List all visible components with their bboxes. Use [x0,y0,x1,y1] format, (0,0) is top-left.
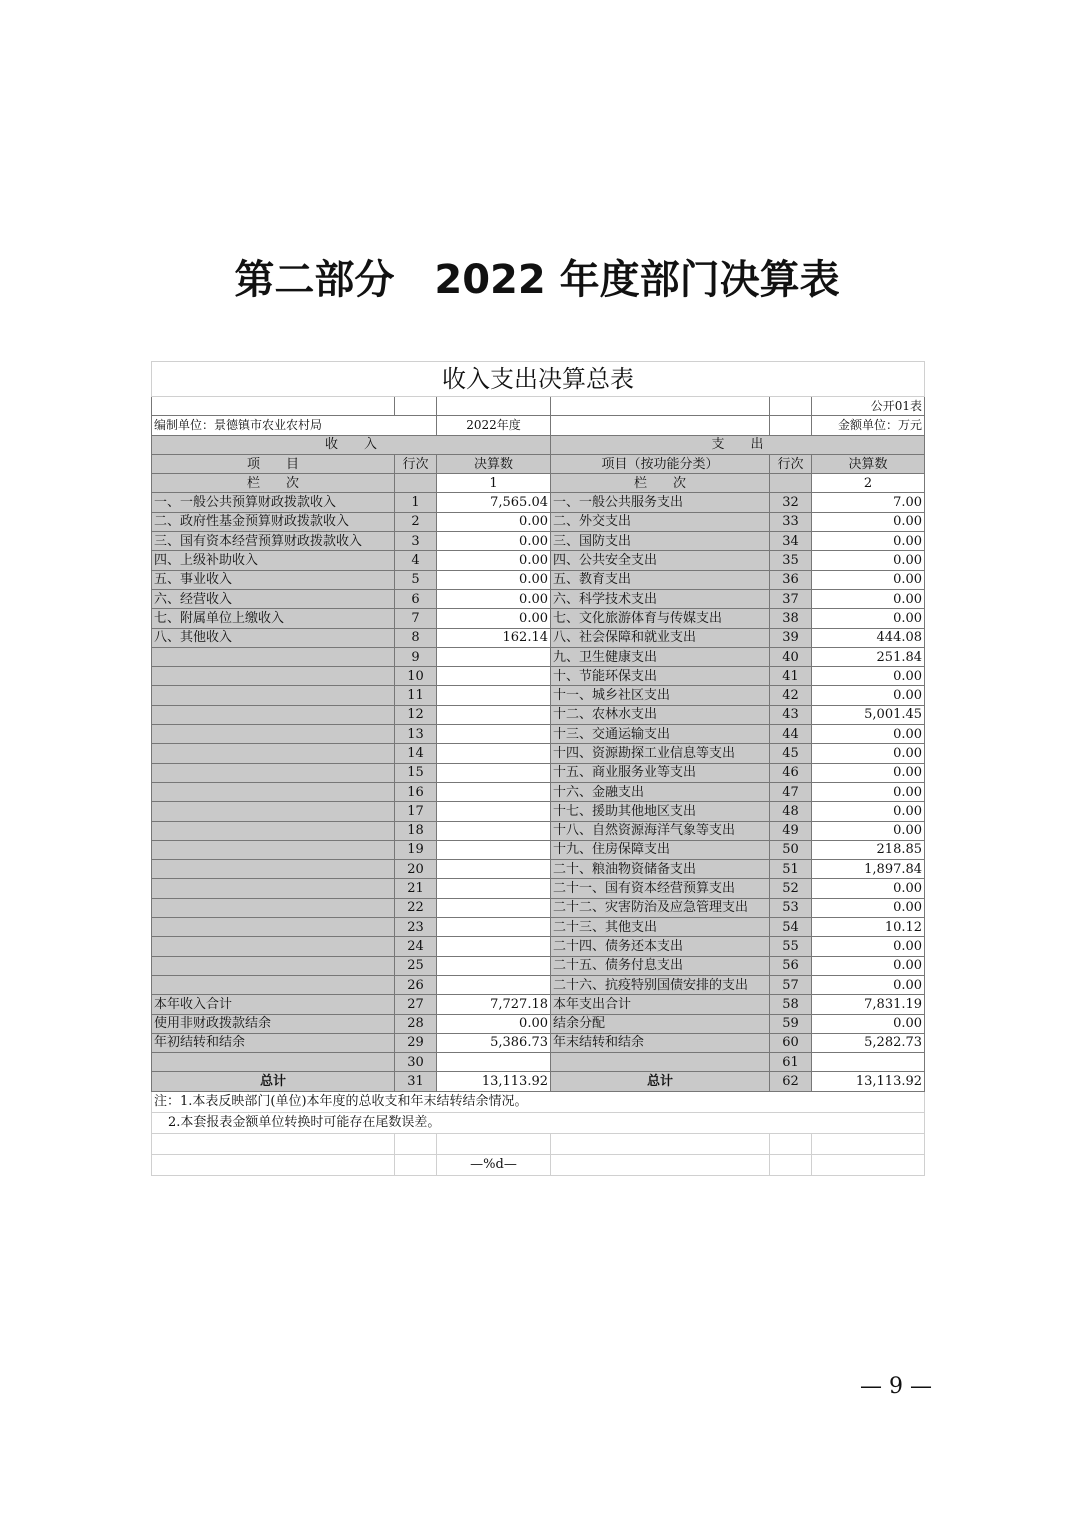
expense-amount: 7,831.19 [812,995,925,1014]
income-row-number: 27 [395,995,437,1014]
expense-item: 二十三、其他支出 [551,918,770,937]
lanci-income: 1 [437,474,551,493]
form-code: 公开01表 [812,397,925,416]
expense-item: 十五、商业服务业等支出 [551,763,770,782]
expense-row-number: 47 [770,782,812,801]
income-amount [437,840,551,859]
income-total-label: 总计 [152,1072,395,1091]
expense-row-number: 58 [770,995,812,1014]
expense-item: 十九、住房保障支出 [551,840,770,859]
income-item [152,975,395,994]
income-item [152,725,395,744]
income-amount [437,879,551,898]
table-row [152,686,925,705]
table-row [152,1053,925,1072]
income-row-number: 15 [395,763,437,782]
income-amount: 0.00 [437,589,551,608]
expense-item: 结余分配 [551,1014,770,1033]
col-item: 项 目 [152,454,395,473]
income-row-number: 14 [395,744,437,763]
expense-header: 支 出 [551,435,925,454]
expense-item: 二十六、抗疫特别国债安排的支出 [551,975,770,994]
expense-amount: 0.00 [812,570,925,589]
table-row [152,512,925,531]
expense-amount: 0.00 [812,879,925,898]
expense-item: 二十、粮油物资储备支出 [551,860,770,879]
income-item [152,956,395,975]
expense-row-number: 52 [770,879,812,898]
income-amount: 0.00 [437,570,551,589]
expense-amount: 0.00 [812,898,925,917]
unit-label: 编制单位：景德镇市农业农村局 [152,416,437,435]
expense-amount: 0.00 [812,802,925,821]
col-amount2: 决算数 [812,454,925,473]
expense-row-number: 54 [770,918,812,937]
income-row-number: 12 [395,705,437,724]
income-row-number: 9 [395,647,437,666]
table-row [152,628,925,647]
income-row-number: 11 [395,686,437,705]
expense-item: 二十五、债务付息支出 [551,956,770,975]
income-item: 年初结转和结余 [152,1033,395,1052]
expense-amount: 7.00 [812,493,925,512]
income-item [152,1053,395,1072]
income-row-number: 25 [395,956,437,975]
expense-amount: 0.00 [812,744,925,763]
income-row-number: 30 [395,1053,437,1072]
income-item: 本年收入合计 [152,995,395,1014]
expense-amount: 0.00 [812,763,925,782]
expense-row-number: 56 [770,956,812,975]
expense-item: 二十二、灾害防治及应急管理支出 [551,898,770,917]
expense-item: 五、教育支出 [551,570,770,589]
expense-row-number: 34 [770,532,812,551]
income-row-number: 8 [395,628,437,647]
expense-item: 七、文化旅游体育与传媒支出 [551,609,770,628]
income-amount: 0.00 [437,512,551,531]
income-amount: 162.14 [437,628,551,647]
expense-item: 二十四、债务还本支出 [551,937,770,956]
expense-item: 十六、金融支出 [551,782,770,801]
expense-row-number: 38 [770,609,812,628]
expense-row-number: 39 [770,628,812,647]
table-body [152,362,925,1176]
income-amount [437,647,551,666]
income-row-number: 26 [395,975,437,994]
part-heading-right: 2022 年度部门决算表 [434,257,840,303]
income-item [152,840,395,859]
expense-row-number: 36 [770,570,812,589]
income-row-number: 28 [395,1014,437,1033]
expense-amount [812,1053,925,1072]
income-amount [437,705,551,724]
expense-amount: 0.00 [812,512,925,531]
footer-mark: —%d— [437,1154,551,1175]
income-item [152,860,395,879]
income-amount [437,782,551,801]
income-row-number: 10 [395,667,437,686]
expense-item: 本年支出合计 [551,995,770,1014]
expense-total-amount: 13,113.92 [812,1072,925,1091]
expense-row-number: 48 [770,802,812,821]
expense-amount: 0.00 [812,975,925,994]
income-row-number: 17 [395,802,437,821]
income-item: 二、政府性基金预算财政拨款收入 [152,512,395,531]
income-item [152,802,395,821]
part-heading-left: 第二部分 [234,257,395,303]
income-amount [437,763,551,782]
income-amount [437,937,551,956]
expense-amount: 0.00 [812,782,925,801]
income-item [152,763,395,782]
expense-item [551,1053,770,1072]
lanci-expense: 2 [812,474,925,493]
expense-amount: 5,001.45 [812,705,925,724]
total-row [152,1072,925,1091]
expense-amount: 10.12 [812,918,925,937]
income-item [152,918,395,937]
income-item [152,667,395,686]
table-row [152,1033,925,1052]
table-row [152,667,925,686]
form-code-row [152,397,925,416]
income-row-number: 1 [395,493,437,512]
table-row [152,705,925,724]
expense-amount: 0.00 [812,686,925,705]
expense-item: 十二、农林水支出 [551,705,770,724]
expense-row-number: 53 [770,898,812,917]
income-amount [437,802,551,821]
col-amount: 决算数 [437,454,551,473]
col-item-func: 项目（按功能分类） [551,454,770,473]
column-header-row [152,454,925,473]
expense-amount: 444.08 [812,628,925,647]
income-amount [437,667,551,686]
table-row [152,725,925,744]
expense-item: 二十一、国有资本经营预算支出 [551,879,770,898]
income-amount [437,956,551,975]
lanci-label-2: 栏 次 [551,474,770,493]
expense-item: 十七、援助其他地区支出 [551,802,770,821]
expense-row-number: 59 [770,1014,812,1033]
expense-amount: 1,897.84 [812,860,925,879]
expense-row-number: 51 [770,860,812,879]
income-row-number: 23 [395,918,437,937]
expense-amount: 0.00 [812,956,925,975]
lanci-row [152,474,925,493]
income-row-number: 16 [395,782,437,801]
expense-total-row-number: 62 [770,1072,812,1091]
expense-amount: 218.85 [812,840,925,859]
expense-row-number: 46 [770,763,812,782]
table-row [152,763,925,782]
income-row-number: 24 [395,937,437,956]
expense-item: 四、公共安全支出 [551,551,770,570]
income-amount [437,744,551,763]
income-row-number: 7 [395,609,437,628]
table-row [152,647,925,666]
income-item [152,937,395,956]
income-total-amount: 13,113.92 [437,1072,551,1091]
income-item: 三、国有资本经营预算财政拨款收入 [152,532,395,551]
expense-row-number: 50 [770,840,812,859]
expense-item: 十、节能环保支出 [551,667,770,686]
income-amount: 5,386.73 [437,1033,551,1052]
expense-item: 六、科学技术支出 [551,589,770,608]
expense-row-number: 42 [770,686,812,705]
income-row-number: 19 [395,840,437,859]
table-row [152,956,925,975]
income-row-number: 3 [395,532,437,551]
expense-amount: 0.00 [812,532,925,551]
expense-amount: 0.00 [812,551,925,570]
expense-item: 三、国防支出 [551,532,770,551]
expense-row-number: 43 [770,705,812,724]
income-amount [437,918,551,937]
income-amount: 7,727.18 [437,995,551,1014]
table-row [152,802,925,821]
expense-amount: 0.00 [812,821,925,840]
table-row [152,879,925,898]
income-item [152,744,395,763]
income-row-number: 21 [395,879,437,898]
income-row-number: 4 [395,551,437,570]
expense-item: 八、社会保障和就业支出 [551,628,770,647]
table-row [152,589,925,608]
income-row-number: 5 [395,570,437,589]
expense-amount: 0.00 [812,589,925,608]
table-row [152,609,925,628]
income-amount: 7,565.04 [437,493,551,512]
expense-total-label: 总计 [551,1072,770,1091]
table-row [152,975,925,994]
note-row [152,1112,925,1133]
table-row [152,937,925,956]
year-label: 2022年度 [437,416,551,435]
expense-row-number: 37 [770,589,812,608]
expense-row-number: 32 [770,493,812,512]
table-row [152,995,925,1014]
expense-amount: 0.00 [812,1014,925,1033]
income-item: 四、上级补助收入 [152,551,395,570]
note-1: 注：1.本表反映部门(单位)本年度的总收支和年末结转结余情况。 [152,1091,925,1112]
expense-item: 一、一般公共服务支出 [551,493,770,512]
income-item: 六、经营收入 [152,589,395,608]
table-row [152,918,925,937]
table-row [152,570,925,589]
expense-amount: 0.00 [812,609,925,628]
note-2: 2.本套报表金额单位转换时可能存在尾数误差。 [152,1112,925,1133]
table-row [152,821,925,840]
income-item [152,821,395,840]
lanci-label: 栏 次 [152,474,395,493]
income-item: 五、事业收入 [152,570,395,589]
income-amount: 0.00 [437,532,551,551]
income-item [152,686,395,705]
expense-row-number: 40 [770,647,812,666]
table-row [152,493,925,512]
expense-row-number: 33 [770,512,812,531]
income-item [152,898,395,917]
income-item [152,879,395,898]
expense-amount: 0.00 [812,937,925,956]
income-row-number: 22 [395,898,437,917]
income-item [152,647,395,666]
part-heading [0,248,1074,305]
expense-row-number: 35 [770,551,812,570]
income-expense-table [151,361,925,1176]
income-row-number: 20 [395,860,437,879]
income-amount [437,821,551,840]
expense-row-number: 49 [770,821,812,840]
table-title: 收入支出决算总表 [152,362,925,397]
expense-item: 十三、交通运输支出 [551,725,770,744]
expense-row-number: 55 [770,937,812,956]
expense-row-number: 61 [770,1053,812,1072]
income-amount: 0.00 [437,609,551,628]
income-amount: 0.00 [437,1014,551,1033]
income-amount [437,898,551,917]
table-row [152,860,925,879]
expense-item: 十一、城乡社区支出 [551,686,770,705]
income-row-number: 2 [395,512,437,531]
title-row [152,362,925,397]
income-amount [437,1053,551,1072]
expense-row-number: 45 [770,744,812,763]
section-header-row [152,435,925,454]
expense-item: 二、外交支出 [551,512,770,531]
table-row [152,551,925,570]
income-amount [437,975,551,994]
expense-amount: 251.84 [812,647,925,666]
expense-amount: 0.00 [812,725,925,744]
income-total-row-number: 31 [395,1072,437,1091]
income-row-number: 13 [395,725,437,744]
income-header: 收 入 [152,435,551,454]
table-row [152,782,925,801]
income-amount [437,725,551,744]
footer-row [152,1154,925,1175]
expense-amount: 5,282.73 [812,1033,925,1052]
income-row-number: 18 [395,821,437,840]
table-row [152,532,925,551]
expense-row-number: 41 [770,667,812,686]
income-item: 一、一般公共预算财政拨款收入 [152,493,395,512]
income-item: 八、其他收入 [152,628,395,647]
table-row [152,898,925,917]
income-amount [437,860,551,879]
meta-row [152,416,925,435]
col-row: 行次 [395,454,437,473]
blank-row [152,1133,925,1154]
income-item: 使用非财政拨款结余 [152,1014,395,1033]
expense-item: 十四、资源勘探工业信息等支出 [551,744,770,763]
note-row [152,1091,925,1112]
expense-item: 九、卫生健康支出 [551,647,770,666]
income-item [152,782,395,801]
income-row-number: 6 [395,589,437,608]
expense-row-number: 60 [770,1033,812,1052]
expense-item: 年末结转和结余 [551,1033,770,1052]
table-row [152,744,925,763]
amount-unit: 金额单位：万元 [812,416,925,435]
expense-row-number: 44 [770,725,812,744]
expense-row-number: 57 [770,975,812,994]
expense-item: 十八、自然资源海洋气象等支出 [551,821,770,840]
col-row2: 行次 [770,454,812,473]
income-row-number: 29 [395,1033,437,1052]
page-number: — 9 — [860,1374,932,1399]
income-amount: 0.00 [437,551,551,570]
expense-amount: 0.00 [812,667,925,686]
income-item: 七、附属单位上缴收入 [152,609,395,628]
table-row [152,1014,925,1033]
table-row [152,840,925,859]
income-item [152,705,395,724]
income-amount [437,686,551,705]
